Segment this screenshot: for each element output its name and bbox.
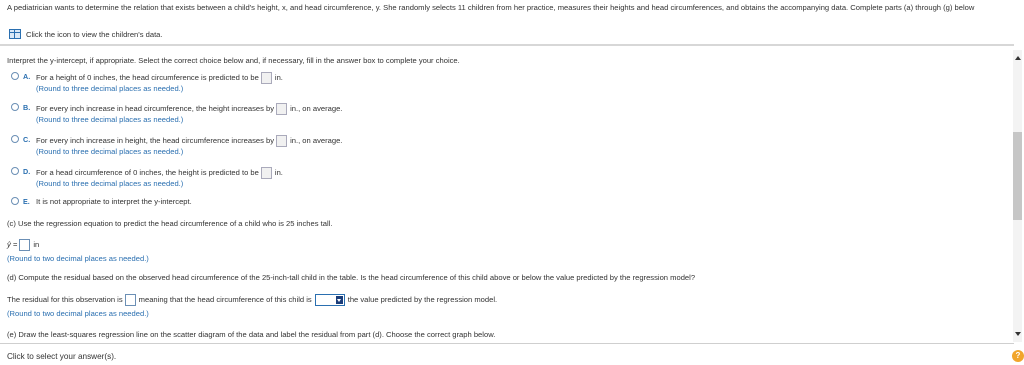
answer-box-b[interactable] [276,103,287,115]
scrollbar-thumb[interactable] [1013,132,1022,220]
part-d-pre: The residual for this observation is [7,295,123,304]
question-scroll-area[interactable] [0,50,1010,342]
part-d-mid: meaning that the head circumference of this child is [138,295,312,304]
answer-box-d[interactable] [261,167,272,179]
choice-a[interactable] [11,72,283,94]
radio-e[interactable] [11,197,19,205]
choice-c-letter: C. [23,135,31,144]
part-c-answer-box[interactable] [19,239,30,251]
part-d-question: (d) Compute the residual based on the observed head circumference of the 25-inch-tall child in the table. Is the head circumference of this child above or below the value predicted by the regression model? [7,273,696,282]
choice-b[interactable] [11,103,342,125]
radio-b[interactable] [11,103,19,111]
radio-d[interactable] [11,167,19,175]
choice-c-text: For every inch increase in height, the head circumference increases by [36,136,275,145]
choice-b-hint: (Round to three decimal places as needed.) [36,115,184,124]
part-c-hint: (Round to two decimal places as needed.) [7,254,149,263]
choice-e-text: It is not appropriate to interpret the y-intercept. [36,197,192,206]
choice-c[interactable] [11,135,342,157]
radio-c[interactable] [11,135,19,143]
part-c-unit: in [33,240,40,249]
part-d-hint: (Round to two decimal places as needed.) [7,309,149,318]
chevron-down-icon[interactable] [336,296,343,304]
choice-c-unit: in., on average. [290,136,343,145]
scroll-down-icon[interactable] [1015,332,1021,336]
question-prompt: Interpret the y-intercept, if appropriate. Select the correct choice below and, if necessary, fill in the answer box to complete your choice. [7,56,460,65]
answer-box-a[interactable] [261,72,272,84]
choice-c-hint: (Round to three decimal places as needed.) [36,147,184,156]
status-text: Click to select your answer(s). [7,352,117,361]
part-d-post: the value predicted by the regression model. [347,295,498,304]
radio-a[interactable] [11,72,19,80]
choice-a-letter: A. [23,72,31,81]
choice-d-letter: D. [23,167,31,176]
choice-d-text: For a head circumference of 0 inches, the height is predicted to be [36,168,259,177]
yhat-label: ŷ = [7,240,18,249]
choice-e[interactable] [11,197,192,207]
problem-intro: A pediatrician wants to determine the relation that exists between a child's height, x, and head circumference, y. She randomly selects 11 children from her practice, measures their heights and head circumferences, and obtains the accompanying data. Complete parts (a) through (g) below [7,3,975,12]
header-divider [0,44,1014,46]
choice-d[interactable] [11,167,283,189]
table-icon[interactable] [9,29,21,39]
part-c-question: (c) Use the regression equation to predict the head circumference of a child who is 25 inches tall. [7,219,333,228]
choice-d-unit: in. [274,168,283,177]
above-below-dropdown[interactable] [315,294,345,306]
view-data-label[interactable]: Click the icon to view the children's data. [26,29,163,39]
choice-d-hint: (Round to three decimal places as needed.) [36,179,184,188]
choice-e-letter: E. [23,197,30,206]
part-e-question: (e) Draw the least-squares regression line on the scatter diagram of the data and label the residual from part (d). Choose the correct graph below. [7,330,496,339]
choice-a-unit: in. [274,73,283,82]
help-icon[interactable]: ? [1012,350,1024,362]
view-data-link[interactable] [9,29,163,39]
choice-b-letter: B. [23,103,31,112]
residual-answer-box[interactable] [125,294,136,306]
choice-a-hint: (Round to three decimal places as needed.) [36,84,184,93]
scroll-up-icon[interactable] [1015,56,1021,60]
answer-box-c[interactable] [276,135,287,147]
choice-b-text: For every inch increase in head circumference, the height increases by [36,104,275,113]
footer-divider [0,343,1014,344]
choice-b-unit: in., on average. [290,104,343,113]
choice-a-text: For a height of 0 inches, the head circumference is predicted to be [36,73,259,82]
